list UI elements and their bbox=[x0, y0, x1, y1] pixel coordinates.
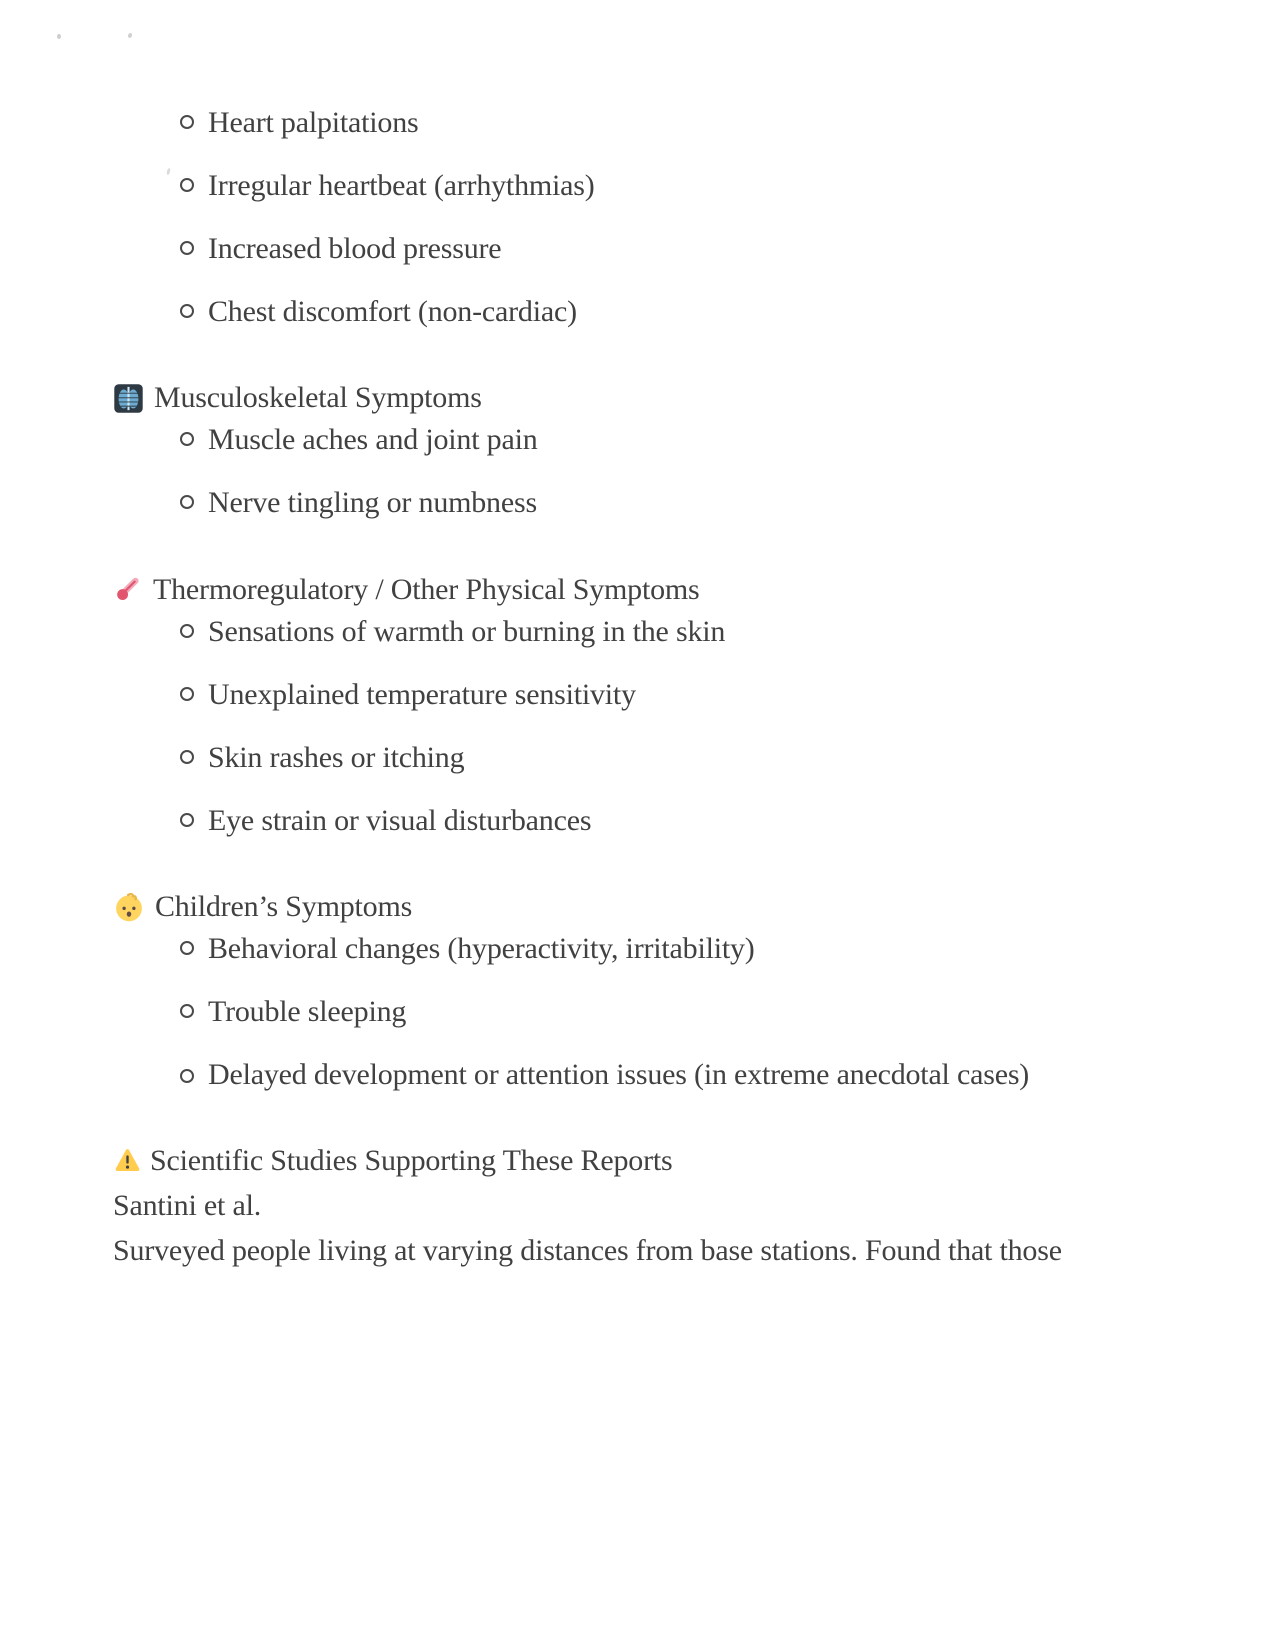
bullet-text: Heart palpitations bbox=[208, 106, 419, 139]
list-item bbox=[180, 165, 1275, 207]
bullet-circle-icon bbox=[180, 941, 194, 955]
list-item bbox=[180, 419, 1275, 461]
bullet-list-children bbox=[0, 928, 1275, 1096]
bullet-circle-icon bbox=[180, 813, 194, 827]
list-item bbox=[180, 800, 1275, 842]
bullet-circle-icon bbox=[180, 495, 194, 509]
study-description: Surveyed people living at varying distances from base stations. Found that those bbox=[113, 1234, 1062, 1267]
list-item bbox=[180, 737, 1275, 779]
section-heading-label: Scientific Studies Supporting These Reports bbox=[150, 1144, 673, 1177]
bullet-circle-icon bbox=[180, 624, 194, 638]
list-item bbox=[180, 1054, 1275, 1096]
list-item bbox=[180, 102, 1275, 144]
list-item bbox=[180, 611, 1275, 653]
bullet-text: Muscle aches and joint pain bbox=[208, 423, 538, 456]
section-heading-label: Children’s Symptoms bbox=[155, 890, 413, 923]
bullet-list-thermoregulatory bbox=[0, 611, 1275, 842]
bullet-text: Unexplained temperature sensitivity bbox=[208, 678, 636, 711]
bullet-text: Delayed development or attention issues (in extreme anecdotal cases) bbox=[208, 1058, 1030, 1091]
studies-section bbox=[0, 1138, 1275, 1273]
list-item bbox=[180, 291, 1275, 333]
bullet-text: Sensations of warmth or burning in the skin bbox=[208, 615, 726, 648]
bullet-circle-icon bbox=[180, 432, 194, 446]
bullet-circle-icon bbox=[180, 241, 194, 255]
bullet-circle-icon bbox=[180, 1004, 194, 1018]
xray-icon bbox=[113, 383, 144, 414]
baby-icon bbox=[113, 891, 145, 923]
bullet-list-musculoskeletal bbox=[0, 419, 1275, 524]
warning-icon bbox=[113, 1147, 142, 1174]
bullet-text: Eye strain or visual disturbances bbox=[208, 804, 592, 837]
bullet-text: Trouble sleeping bbox=[208, 995, 407, 1028]
section-heading-thermoregulatory bbox=[0, 569, 1275, 611]
bullet-circle-icon bbox=[180, 687, 194, 701]
list-item bbox=[180, 482, 1275, 524]
bullet-text: Chest discomfort (non-cardiac) bbox=[208, 295, 577, 328]
bullet-circle-icon bbox=[180, 178, 194, 192]
thermometer-icon bbox=[113, 575, 143, 605]
scan-speck bbox=[57, 34, 61, 39]
bullet-text: Nerve tingling or numbness bbox=[208, 486, 537, 519]
section-heading-label: Thermoregulatory / Other Physical Symptoms bbox=[153, 573, 700, 606]
study-citation: Santini et al. bbox=[113, 1189, 262, 1222]
bullet-circle-icon bbox=[180, 1069, 194, 1083]
bullet-text: Increased blood pressure bbox=[208, 232, 502, 265]
bullet-text: Skin rashes or itching bbox=[208, 741, 465, 774]
bullet-circle-icon bbox=[180, 304, 194, 318]
section-heading-musculoskeletal bbox=[0, 377, 1275, 419]
section-heading-label: Musculoskeletal Symptoms bbox=[154, 381, 482, 414]
bullet-list-cardiovascular bbox=[0, 102, 1275, 333]
list-item bbox=[180, 228, 1275, 270]
bullet-circle-icon bbox=[180, 115, 194, 129]
list-item bbox=[180, 991, 1275, 1033]
section-heading-studies bbox=[0, 1138, 1275, 1183]
bullet-text: Behavioral changes (hyperactivity, irritability) bbox=[208, 932, 755, 965]
section-heading-children bbox=[0, 886, 1275, 928]
list-item bbox=[180, 928, 1275, 970]
bullet-circle-icon bbox=[180, 750, 194, 764]
list-item bbox=[180, 674, 1275, 716]
bullet-text: Irregular heartbeat (arrhythmias) bbox=[208, 169, 595, 202]
